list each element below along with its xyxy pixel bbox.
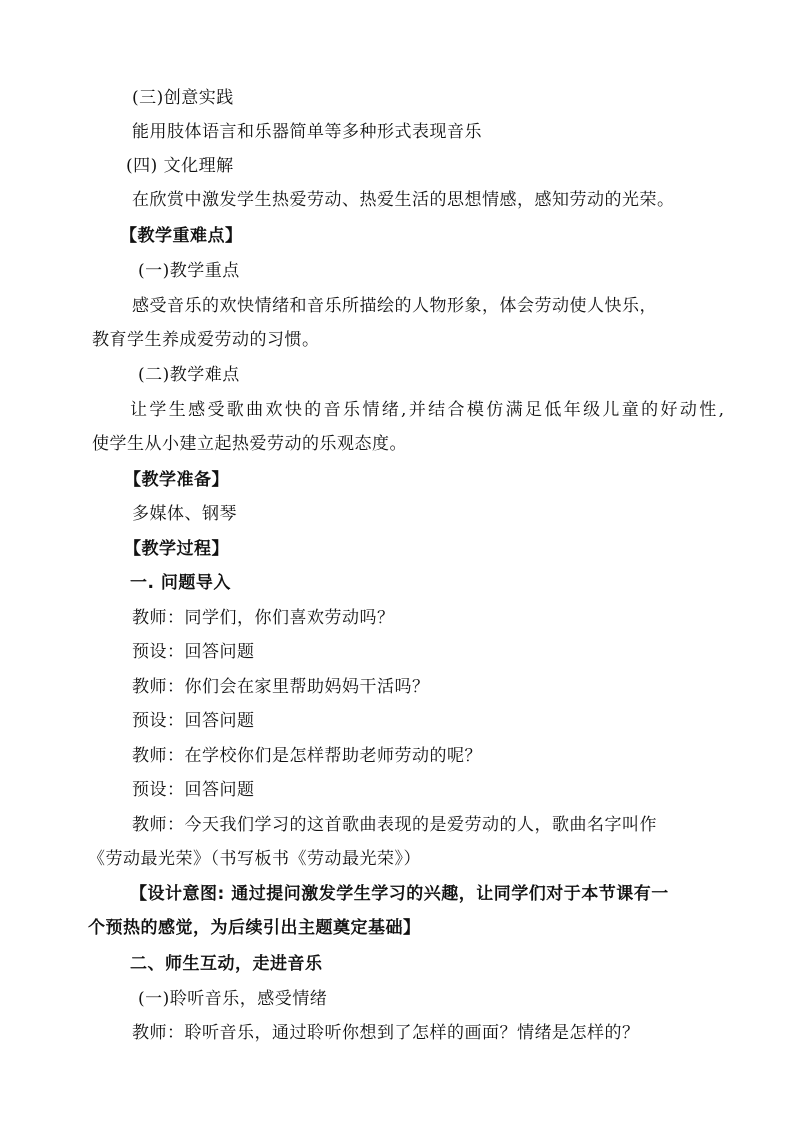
dialogue-line: 教师：聆听音乐，通过聆听你想到了怎样的画面？情绪是怎样的？ — [132, 1023, 640, 1043]
paragraph: 多媒体、钢琴 — [132, 504, 237, 524]
section-creative-practice: (三)创意实践 — [132, 88, 234, 108]
dialogue-line: 教师：同学们，你们喜欢劳动吗？ — [132, 608, 395, 628]
paragraph: 能用肢体语言和乐器简单等多种形式表现音乐 — [132, 122, 482, 142]
dialogue-line: 预设：回答问题 — [132, 711, 255, 731]
dialogue-line: 《劳动最光荣》（书写板书《劳动最光荣》） — [88, 849, 421, 869]
paragraph: 感受音乐的欢快情绪和音乐所描绘的人物形象，体会劳动使人快乐， — [132, 296, 657, 316]
heading-process: 【教学过程】 — [124, 539, 229, 559]
paragraph: 让学生感受歌曲欢快的音乐情绪,并结合模仿满足低年级儿童的好动性, — [130, 400, 724, 420]
heading-preparation: 【教学准备】 — [124, 470, 229, 490]
dialogue-line: 教师：今天我们学习的这首歌曲表现的是爱劳动的人，歌曲名字叫作 — [132, 815, 657, 835]
design-intent: 【设计意图: 通过提问激发学生学习的兴趣，让同学们对于本节课有一 — [130, 884, 669, 904]
design-intent: 个预热的感觉，为后续引出主题奠定基础】 — [88, 918, 421, 938]
subheading-difficult-points: (二)教学难点 — [138, 365, 240, 385]
section-cultural-understanding: (四) 文化理解 — [126, 156, 234, 176]
section-interaction: 二、师生互动，走进音乐 — [130, 954, 323, 974]
section-question-intro: 一. 问题导入 — [130, 573, 231, 593]
dialogue-line: 预设：回答问题 — [132, 780, 255, 800]
subheading-key-points: (一)教学重点 — [138, 261, 240, 281]
paragraph: 在欣赏中激发学生热爱劳动、热爱生活的思想情感，感知劳动的光荣。 — [132, 190, 675, 210]
heading-key-difficult-points: 【教学重难点】 — [120, 226, 243, 246]
dialogue-line: 预设：回答问题 — [132, 642, 255, 662]
dialogue-line: 教师：你们会在家里帮助妈妈干活吗？ — [132, 677, 430, 697]
paragraph: 使学生从小建立起热爱劳动的乐观态度。 — [92, 434, 407, 454]
paragraph: 教育学生养成爱劳动的习惯。 — [92, 330, 320, 350]
subheading-listen: (一)聆听音乐，感受情绪 — [138, 989, 328, 1009]
dialogue-line: 教师：在学校你们是怎样帮助老师劳动的呢？ — [132, 746, 482, 766]
